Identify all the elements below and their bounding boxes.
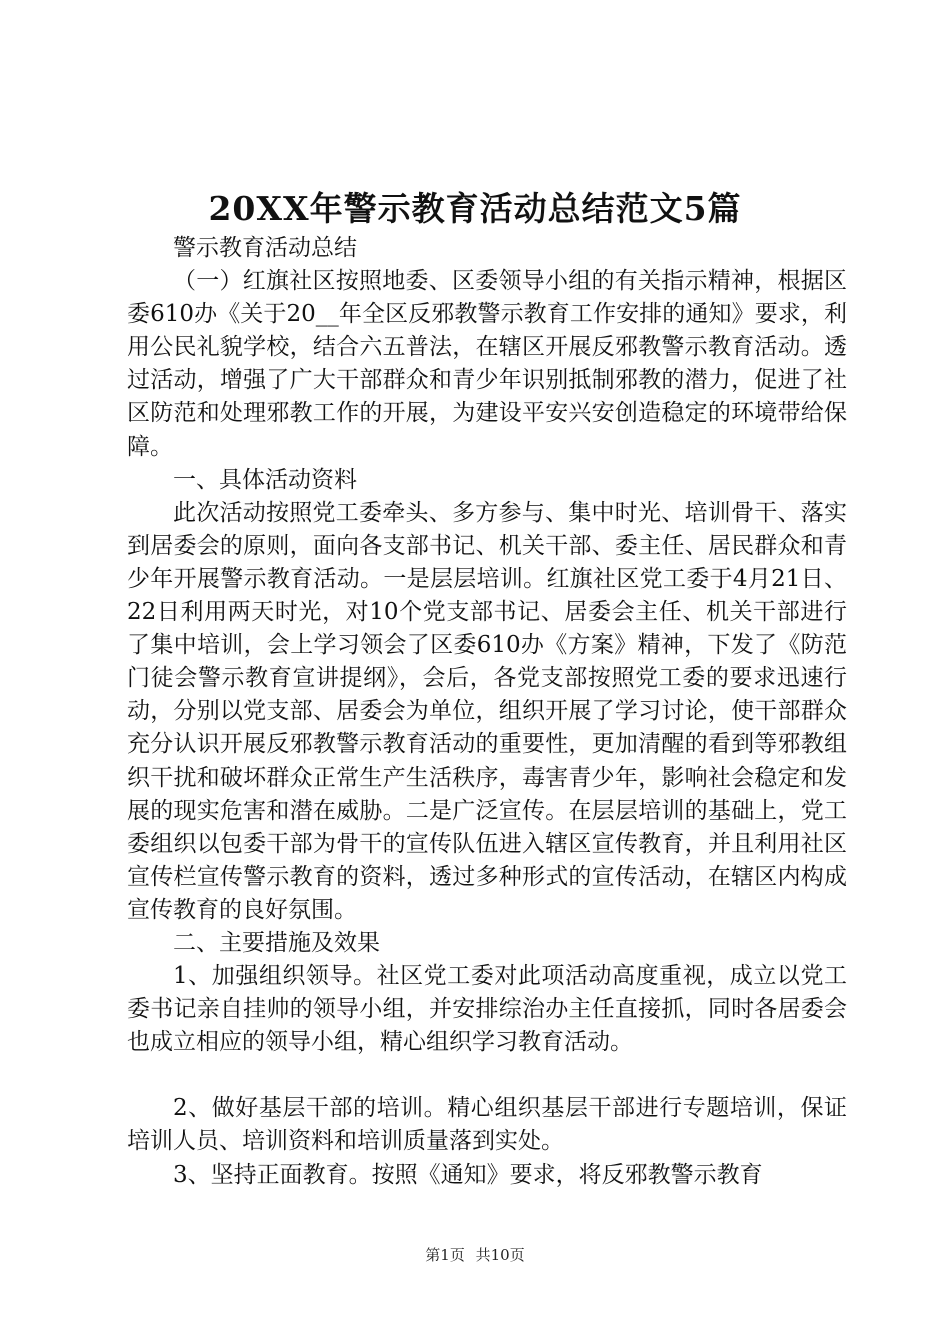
paragraph-activities: 此次活动按照党工委牵头、多方参与、集中时光、培训骨干、落实到居委会的原则，面向各支部书记、机关干部、委主任、居民群众和青少年开展警示教育活动。一是层层培训。红旗社区党工委于4月21日、22日利用两天时光，对10个党支部书记、居委会主任、机关干部进行了集中培训，会上学习领会了区委610办《方案》精神，下发了《防范门徒会警示教育宣讲提纲》，会后，各党支部按照党工委的要求迅速行动，分别以党支部、居委会为单位，组织开展了学习讨论，使干部群众充分认识开展反邪教警示教育活动的重要性，更加清醒的看到等邪教组织干扰和破坏群众正常生产生活秩序，毒害青少年，影响社会稳定和发展的现实危害和潜在威胁。二是广泛宣传。在层层培训的基础上，党工委组织以包委干部为骨干的宣传队伍进入辖区宣传教育，并且利用社区宣传栏宣传警示教育的资料，透过多种形式的宣传活动，在辖区内构成宣传教育的良好氛围。 [127,499,847,923]
page-number: 第1页 [425,1246,465,1264]
document-body [127,232,847,1192]
page-footer [0,1243,950,1267]
page-total: 共10页 [475,1246,525,1264]
section-heading-activities: 一、具体活动资料 [173,466,357,493]
paragraph-measure-3: 3、坚持正面教育。按照《通知》要求，将反邪教警示教育 [173,1161,763,1188]
paragraph-measure-1: 1、加强组织领导。社区党工委对此项活动高度重视，成立以党工委书记亲自挂帅的领导小组，并安排综治办主任直接抓，同时各居委会也成立相应的领导小组，精心组织学习教育活动。 [127,963,847,1056]
document-title: 20XX年警示教育活动总结范文5篇 [208,189,742,228]
paragraph-measure-2: 2、做好基层干部的培训。精心组织基层干部进行专题培训，保证培训人员、培训资料和培训质量落到实处。 [127,1095,847,1155]
section-heading-measures: 二、主要措施及效果 [173,929,380,956]
paragraph-intro: （一）红旗社区按照地委、区委领导小组的有关指示精神，根据区委610办《关于20__年全区反邪教警示教育工作安排的通知》要求，利用公民礼貌学校，结合六五普法，在辖区开展反邪教警示教育活动。透过活动，增强了广大干部群众和青少年识别抵制邪教的潜力，促进了社区防范和处理邪教工作的开展，为建设平安兴安创造稳定的环境带给保障。 [127,268,847,460]
section-subtitle: 警示教育活动总结 [173,235,357,261]
